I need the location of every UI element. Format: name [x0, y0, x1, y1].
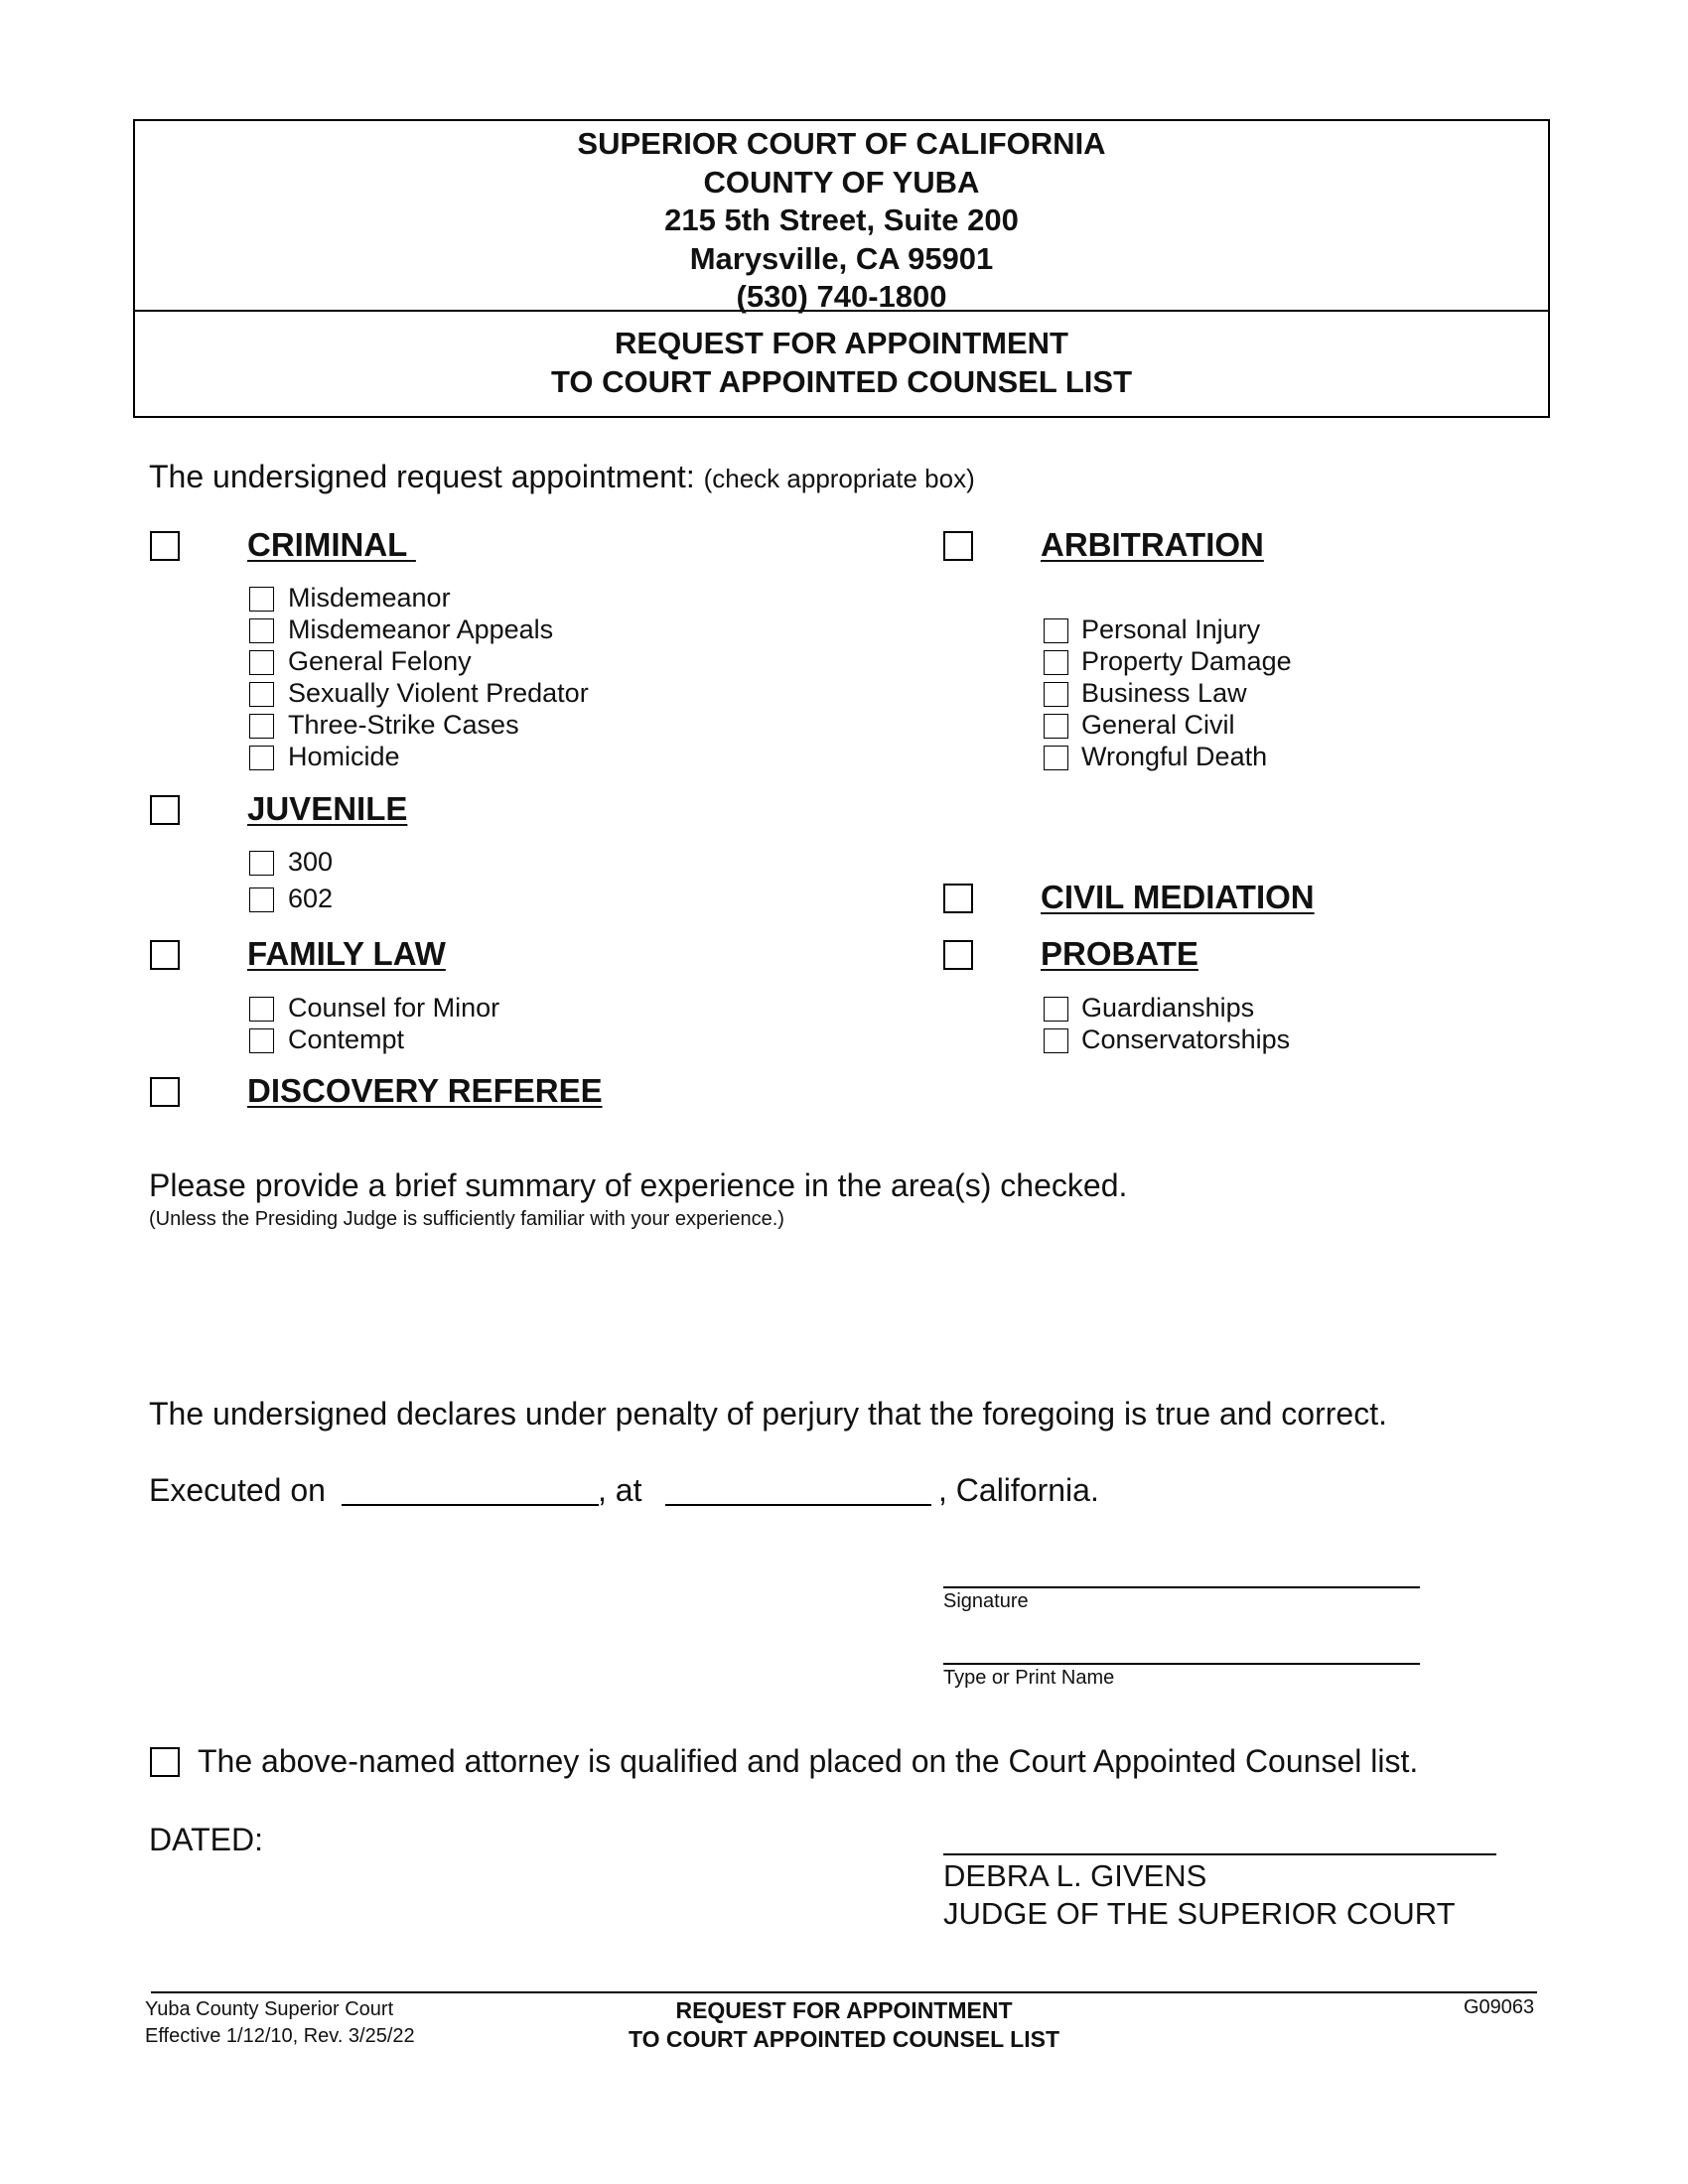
personal-injury-checkbox[interactable]: [1044, 618, 1068, 643]
court-header-box: [133, 119, 1550, 418]
counsel-for-minor-label: Counsel for Minor: [288, 993, 500, 1023]
signature-label: Signature: [943, 1590, 1029, 1612]
intro-note: (check appropriate box): [703, 464, 975, 493]
guardianships-checkbox[interactable]: [1044, 997, 1068, 1022]
juvenile-602-label: 602: [288, 884, 334, 913]
footer-divider: [151, 1991, 1537, 1993]
civil-mediation-title: CIVIL MEDIATION: [1041, 879, 1315, 915]
homicide-checkbox[interactable]: [249, 746, 274, 770]
print-name-label: Type or Print Name: [943, 1667, 1115, 1689]
discovery-referee-title: DISCOVERY REFEREE: [247, 1072, 603, 1109]
misdemeanor-appeals-checkbox[interactable]: [249, 618, 274, 643]
footer-title-line1: REQUEST FOR APPOINTMENT: [675, 1997, 1013, 2023]
court-street: 215 5th Street, Suite 200: [664, 203, 1019, 237]
court-phone: (530) 740-1800: [736, 279, 947, 314]
executed-on-label: Executed on: [149, 1472, 326, 1508]
intro-label: The undersigned request appointment:: [149, 459, 704, 494]
court-name: SUPERIOR COURT OF CALIFORNIA: [577, 126, 1106, 161]
court-city: Marysville, CA 95901: [689, 240, 994, 276]
form-title-line2: TO COURT APPOINTED COUNSEL LIST: [550, 364, 1133, 399]
print-name-line[interactable]: [943, 1663, 1420, 1665]
arbitration-title: ARBITRATION: [1041, 526, 1264, 563]
probate-checkbox[interactable]: [943, 940, 973, 970]
footer-effective-date: Effective 1/12/10, Rev. 3/25/22: [145, 2025, 415, 2047]
form-title-line1: REQUEST FOR APPOINTMENT: [615, 326, 1068, 360]
three-strike-cases-label: Three-Strike Cases: [288, 710, 519, 740]
signature-line[interactable]: [943, 1586, 1420, 1588]
footer-court-info: [145, 1996, 415, 2050]
civil-mediation-checkbox[interactable]: [943, 884, 973, 913]
arbitration-checkbox[interactable]: [943, 531, 973, 561]
property-damage-checkbox[interactable]: [1044, 650, 1068, 675]
experience-prompt: Please provide a brief summary of experience in the area(s) checked.: [149, 1167, 1128, 1203]
experience-note: (Unless the Presiding Judge is sufficiently familiar with your experience.): [149, 1208, 784, 1230]
qualification-text: The above-named attorney is qualified and placed on the Court Appointed Counsel list.: [198, 1743, 1419, 1779]
general-civil-label: General Civil: [1081, 710, 1235, 740]
conservatorships-checkbox[interactable]: [1044, 1028, 1068, 1053]
form-title-block: [135, 312, 1548, 418]
contempt-checkbox[interactable]: [249, 1028, 274, 1053]
dated-label: DATED:: [149, 1822, 263, 1857]
probate-title: PROBATE: [1041, 935, 1198, 972]
executed-location-line[interactable]: [665, 1504, 931, 1506]
qualified-checkbox[interactable]: [150, 1747, 180, 1777]
family-law-checkbox[interactable]: [150, 940, 180, 970]
judge-signature-line[interactable]: [943, 1853, 1496, 1855]
executed-date-line[interactable]: [342, 1504, 599, 1506]
juvenile-checkbox[interactable]: [150, 795, 180, 825]
california-label: , California.: [938, 1472, 1099, 1508]
wrongful-death-label: Wrongful Death: [1081, 742, 1268, 771]
family-law-title: FAMILY LAW: [247, 935, 446, 972]
juvenile-title: JUVENILE: [247, 790, 408, 827]
intro-text: [149, 459, 975, 495]
at-label: , at: [598, 1472, 642, 1508]
three-strike-cases-checkbox[interactable]: [249, 714, 274, 739]
judge-name: DEBRA L. GIVENS: [943, 1858, 1207, 1893]
counsel-for-minor-checkbox[interactable]: [249, 997, 274, 1022]
wrongful-death-checkbox[interactable]: [1044, 746, 1068, 770]
sexually-violent-predator-checkbox[interactable]: [249, 682, 274, 707]
general-felony-label: General Felony: [288, 646, 472, 676]
footer-title-line2: TO COURT APPOINTED COUNSEL LIST: [628, 2026, 1060, 2052]
court-address-block: [135, 121, 1548, 312]
misdemeanor-label: Misdemeanor: [288, 583, 451, 613]
homicide-label: Homicide: [288, 742, 400, 771]
general-civil-checkbox[interactable]: [1044, 714, 1068, 739]
contempt-label: Contempt: [288, 1024, 405, 1054]
criminal-checkbox[interactable]: [150, 531, 180, 561]
discovery-referee-checkbox[interactable]: [150, 1077, 180, 1107]
county-name: COUNTY OF YUBA: [703, 164, 980, 200]
misdemeanor-checkbox[interactable]: [249, 587, 274, 612]
guardianships-label: Guardianships: [1081, 993, 1255, 1023]
juvenile-602-checkbox[interactable]: [249, 887, 274, 912]
property-damage-label: Property Damage: [1081, 646, 1292, 676]
footer-court-name: Yuba County Superior Court: [145, 1998, 394, 2020]
sexually-violent-predator-label: Sexually Violent Predator: [288, 678, 589, 708]
general-felony-checkbox[interactable]: [249, 650, 274, 675]
business-law-checkbox[interactable]: [1044, 682, 1068, 707]
judge-title: JUDGE OF THE SUPERIOR COURT: [943, 1896, 1456, 1931]
business-law-label: Business Law: [1081, 678, 1247, 708]
footer-form-number: G09063: [1464, 1996, 1535, 2018]
personal-injury-label: Personal Injury: [1081, 614, 1261, 644]
declaration-text: The undersigned declares under penalty of perjury that the foregoing is true and correct.: [149, 1396, 1387, 1432]
footer-form-title: [596, 1996, 1092, 2054]
criminal-title: CRIMINAL: [247, 526, 416, 563]
juvenile-300-label: 300: [288, 847, 334, 877]
juvenile-300-checkbox[interactable]: [249, 851, 274, 876]
misdemeanor-appeals-label: Misdemeanor Appeals: [288, 614, 554, 644]
conservatorships-label: Conservatorships: [1081, 1024, 1291, 1054]
